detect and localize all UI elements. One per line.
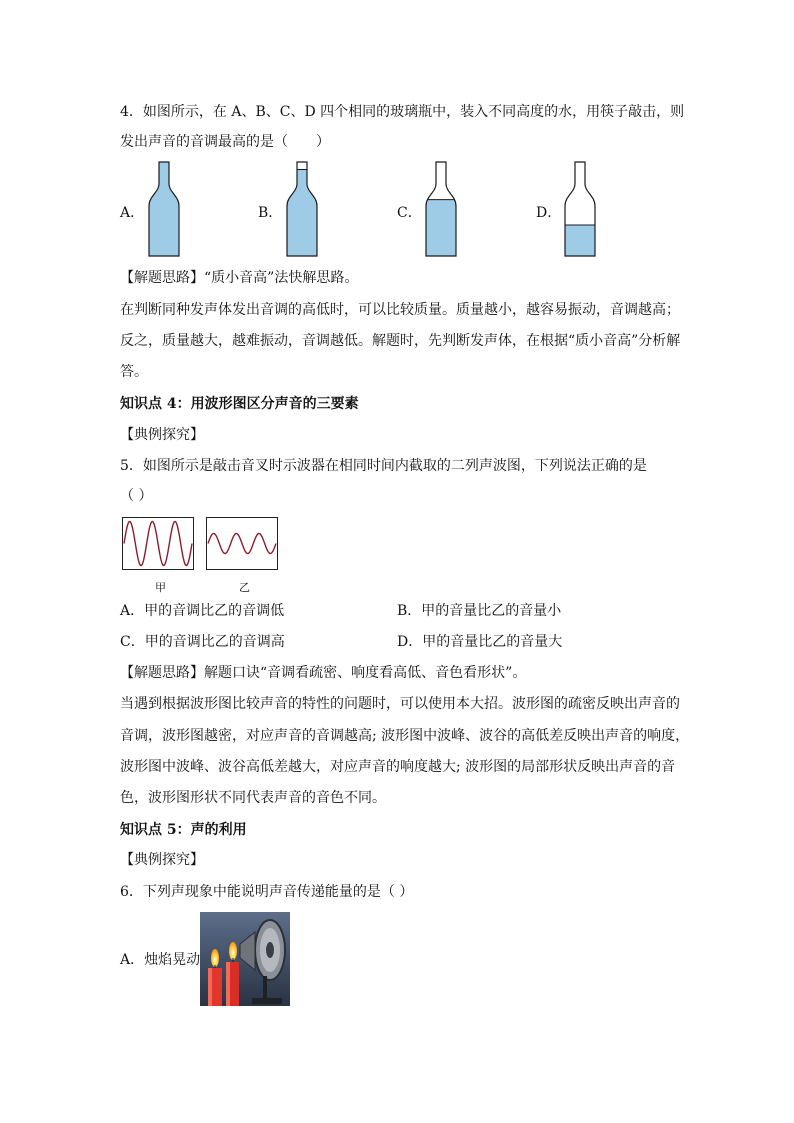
kp5-tag: 【典例探究】	[120, 852, 204, 868]
q6-option-a: A．烛焰晃动	[120, 952, 201, 968]
q4-option-label-c: C．	[397, 205, 422, 221]
q4-option-label-a: A．	[120, 205, 145, 221]
glass-bottle-c	[423, 160, 459, 260]
glass-bottle-a	[146, 160, 182, 260]
tip5-line1: 【解题思路】解题口诀“音调看疏密、响度看高低、音色看形状”。	[120, 665, 527, 681]
q5-line1: 5．如图所示是敲击音叉时示波器在相同时间内截取的二列声波图，下列说法正确的是	[120, 458, 647, 474]
water-fill	[284, 170, 320, 256]
q4-line2: 发出声音的音调最高的是（ ）	[120, 134, 330, 150]
q5-option-c: C．甲的音调比乙的音调高	[120, 634, 285, 650]
q4-line1: 4．如图所示，在 A、B、C、D 四个相同的玻璃瓶中，装入不同高度的水，用筷子敲击，则	[120, 104, 685, 120]
waveform-yi	[206, 517, 278, 570]
glass-bottle-d	[562, 160, 598, 260]
water-fill	[562, 225, 598, 256]
q5-option-d: D．甲的音量比乙的音量大	[397, 634, 563, 650]
q5-line2: （ ）	[120, 488, 153, 504]
tip4-line2: 在判断同种发声体发出音调的高低时，可以比较质量。质量越小，越容易振动，音调越高；	[120, 302, 680, 318]
kp4-title: 知识点 4：用波形图区分声音的三要素	[120, 396, 359, 412]
waveform-jia	[122, 517, 194, 570]
q4-option-label-b: B．	[258, 205, 283, 221]
tip4-line4: 答。	[120, 364, 148, 380]
tip4-line1: 【解题思路】“质小音高”法快解思路。	[120, 270, 359, 286]
q6-line1: 6．下列声现象中能说明声音传递能量的是（ ）	[120, 884, 414, 900]
candle-speaker-photo	[200, 912, 290, 1006]
tip5-line4: 波形图中波峰、波谷高低差越大，对应声音的响度越大; 波形图的局部形状反映出声音的音	[120, 759, 676, 775]
tip4-line3: 反之，质量越大，越难振动，音调越低。解题时，先判断发声体，在根据“质小音高”分析解	[120, 333, 681, 349]
kp4-tag: 【典例探究】	[120, 427, 204, 443]
tip5-line2: 当遇到根据波形图比较声音的特性的问题时，可以使用本大招。波形图的疏密反映出声音的	[120, 696, 680, 712]
q5-option-a: A．甲的音调比乙的音调低	[120, 603, 285, 619]
water-fill	[423, 200, 459, 256]
wave-label-yi: 乙	[239, 581, 250, 594]
water-fill	[146, 162, 182, 256]
kp5-title: 知识点 5：声的利用	[120, 822, 247, 838]
q5-option-b: B．甲的音量比乙的音量小	[397, 603, 562, 619]
glass-bottle-b	[284, 160, 320, 260]
wave-label-jia: 甲	[155, 581, 166, 594]
tip5-line5: 色，波形图形状不同代表声音的音色不同。	[120, 790, 386, 806]
tip5-line3: 音调，波形图越密，对应声音的音调越高; 波形图中波峰、波谷的高低差反映出声音的响度，	[120, 728, 690, 744]
q4-option-label-d: D．	[536, 205, 562, 221]
